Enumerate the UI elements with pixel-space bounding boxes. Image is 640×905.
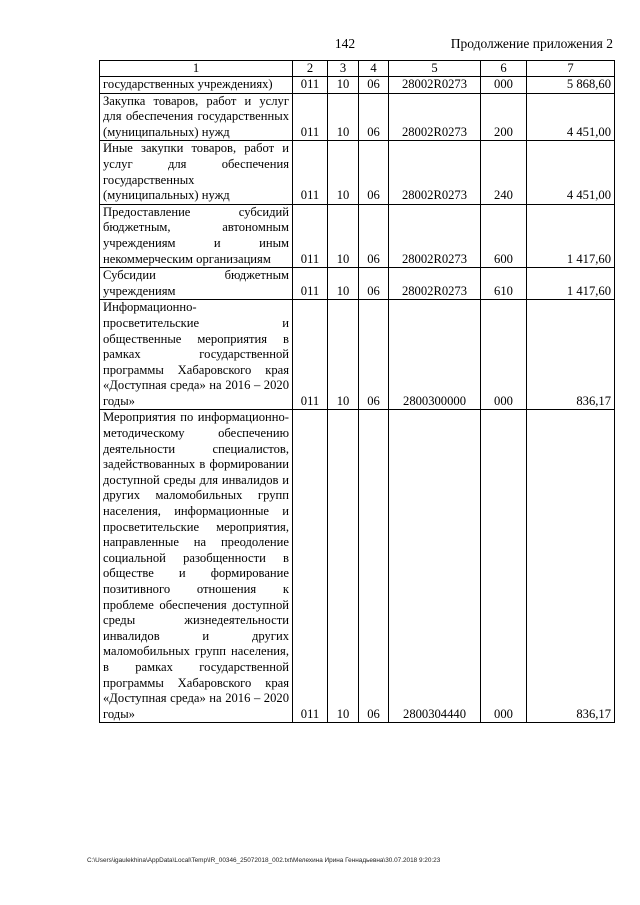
cell-col6: 000 (481, 300, 527, 410)
row-name: Мероприятия по информационно-методическому обеспечению деятельности специалистов, задействованных в формировании доступной среды для инвалидов и других маломобильных групп населения, информационные и просветительские мероприятия, направленные на преодоление социальной разобщенности в обществе и формирование позитивного отношения к проблеме обеспечения доступной среды жизнедеятельности инвалидов и других маломобильных групп населения, в рамках государственной программы Хабаровского края «Доступная среда» на 2016 – 2020 годы» (100, 410, 293, 723)
cell-col4: 06 (359, 268, 389, 300)
table-row (100, 93, 615, 141)
cell-col3: 10 (328, 300, 359, 410)
row-name: Иные закупки товаров, работ и услуг для обеспечения государственных (муниципальных) нужд (100, 141, 293, 204)
cell-col7: 4 451,00 (527, 141, 615, 204)
cell-col4: 06 (359, 410, 389, 723)
cell-col2: 011 (293, 93, 328, 141)
cell-col6: 240 (481, 141, 527, 204)
cell-col2: 011 (293, 204, 328, 267)
cell-col4: 06 (359, 77, 389, 94)
cell-col2: 011 (293, 141, 328, 204)
table-row (100, 77, 615, 94)
column-header: 2 (293, 61, 328, 77)
cell-col3: 10 (328, 204, 359, 267)
cell-col5: 2800304440 (389, 410, 481, 723)
table-header-row (100, 61, 615, 77)
cell-col5: 28002R0273 (389, 77, 481, 94)
row-name: Закупка товаров, работ и услуг для обеспечения государственных (муниципальных) нужд (100, 93, 293, 141)
cell-col5: 28002R0273 (389, 93, 481, 141)
table-row (100, 410, 615, 723)
cell-col7: 5 868,60 (527, 77, 615, 94)
budget-table (99, 60, 615, 723)
cell-col6: 000 (481, 410, 527, 723)
table-row (100, 204, 615, 267)
cell-col3: 10 (328, 77, 359, 94)
column-header: 1 (100, 61, 293, 77)
cell-col5: 28002R0273 (389, 141, 481, 204)
cell-col3: 10 (328, 93, 359, 141)
column-header: 6 (481, 61, 527, 77)
cell-col5: 2800300000 (389, 300, 481, 410)
column-header: 3 (328, 61, 359, 77)
cell-col3: 10 (328, 141, 359, 204)
cell-col2: 011 (293, 410, 328, 723)
cell-col5: 28002R0273 (389, 268, 481, 300)
cell-col3: 10 (328, 268, 359, 300)
cell-col4: 06 (359, 300, 389, 410)
cell-col4: 06 (359, 141, 389, 204)
cell-col6: 000 (481, 77, 527, 94)
cell-col2: 011 (293, 268, 328, 300)
cell-col6: 610 (481, 268, 527, 300)
cell-col2: 011 (293, 77, 328, 94)
cell-col4: 06 (359, 204, 389, 267)
cell-col7: 1 417,60 (527, 268, 615, 300)
cell-col6: 200 (481, 93, 527, 141)
cell-col4: 06 (359, 93, 389, 141)
table-row (100, 268, 615, 300)
cell-col5: 28002R0273 (389, 204, 481, 267)
row-name: Предоставление субсидий бюджетным, автономным учреждениям и иным некоммерческим организациям (100, 204, 293, 267)
file-path-footer: C:\Users\igaulekhina\AppData\Local\Temp\IR_00346_25072018_002.txt\Мелехина Ирина Геннадьевна\30.07.2018 9:20:23 (87, 857, 441, 864)
cell-col7: 1 417,60 (527, 204, 615, 267)
cell-col3: 10 (328, 410, 359, 723)
cell-col2: 011 (293, 300, 328, 410)
cell-col7: 4 451,00 (527, 93, 615, 141)
cell-col6: 600 (481, 204, 527, 267)
row-name: Субсидии бюджетным учреждениям (100, 268, 293, 300)
table-row (100, 300, 615, 410)
column-header: 4 (359, 61, 389, 77)
table-row (100, 141, 615, 204)
cell-col7: 836,17 (527, 410, 615, 723)
row-name: Информационно-просветительские и общественные мероприятия в рамках государственной программы Хабаровского края «Доступная среда» на 2016 – 2020 годы» (100, 300, 293, 410)
cell-col7: 836,17 (527, 300, 615, 410)
page-number: 142 (334, 36, 356, 51)
column-header: 7 (527, 61, 615, 77)
appendix-label: Продолжение приложения 2 (450, 36, 613, 51)
row-name: государственных учреждениях) (100, 77, 293, 94)
column-header: 5 (389, 61, 481, 77)
